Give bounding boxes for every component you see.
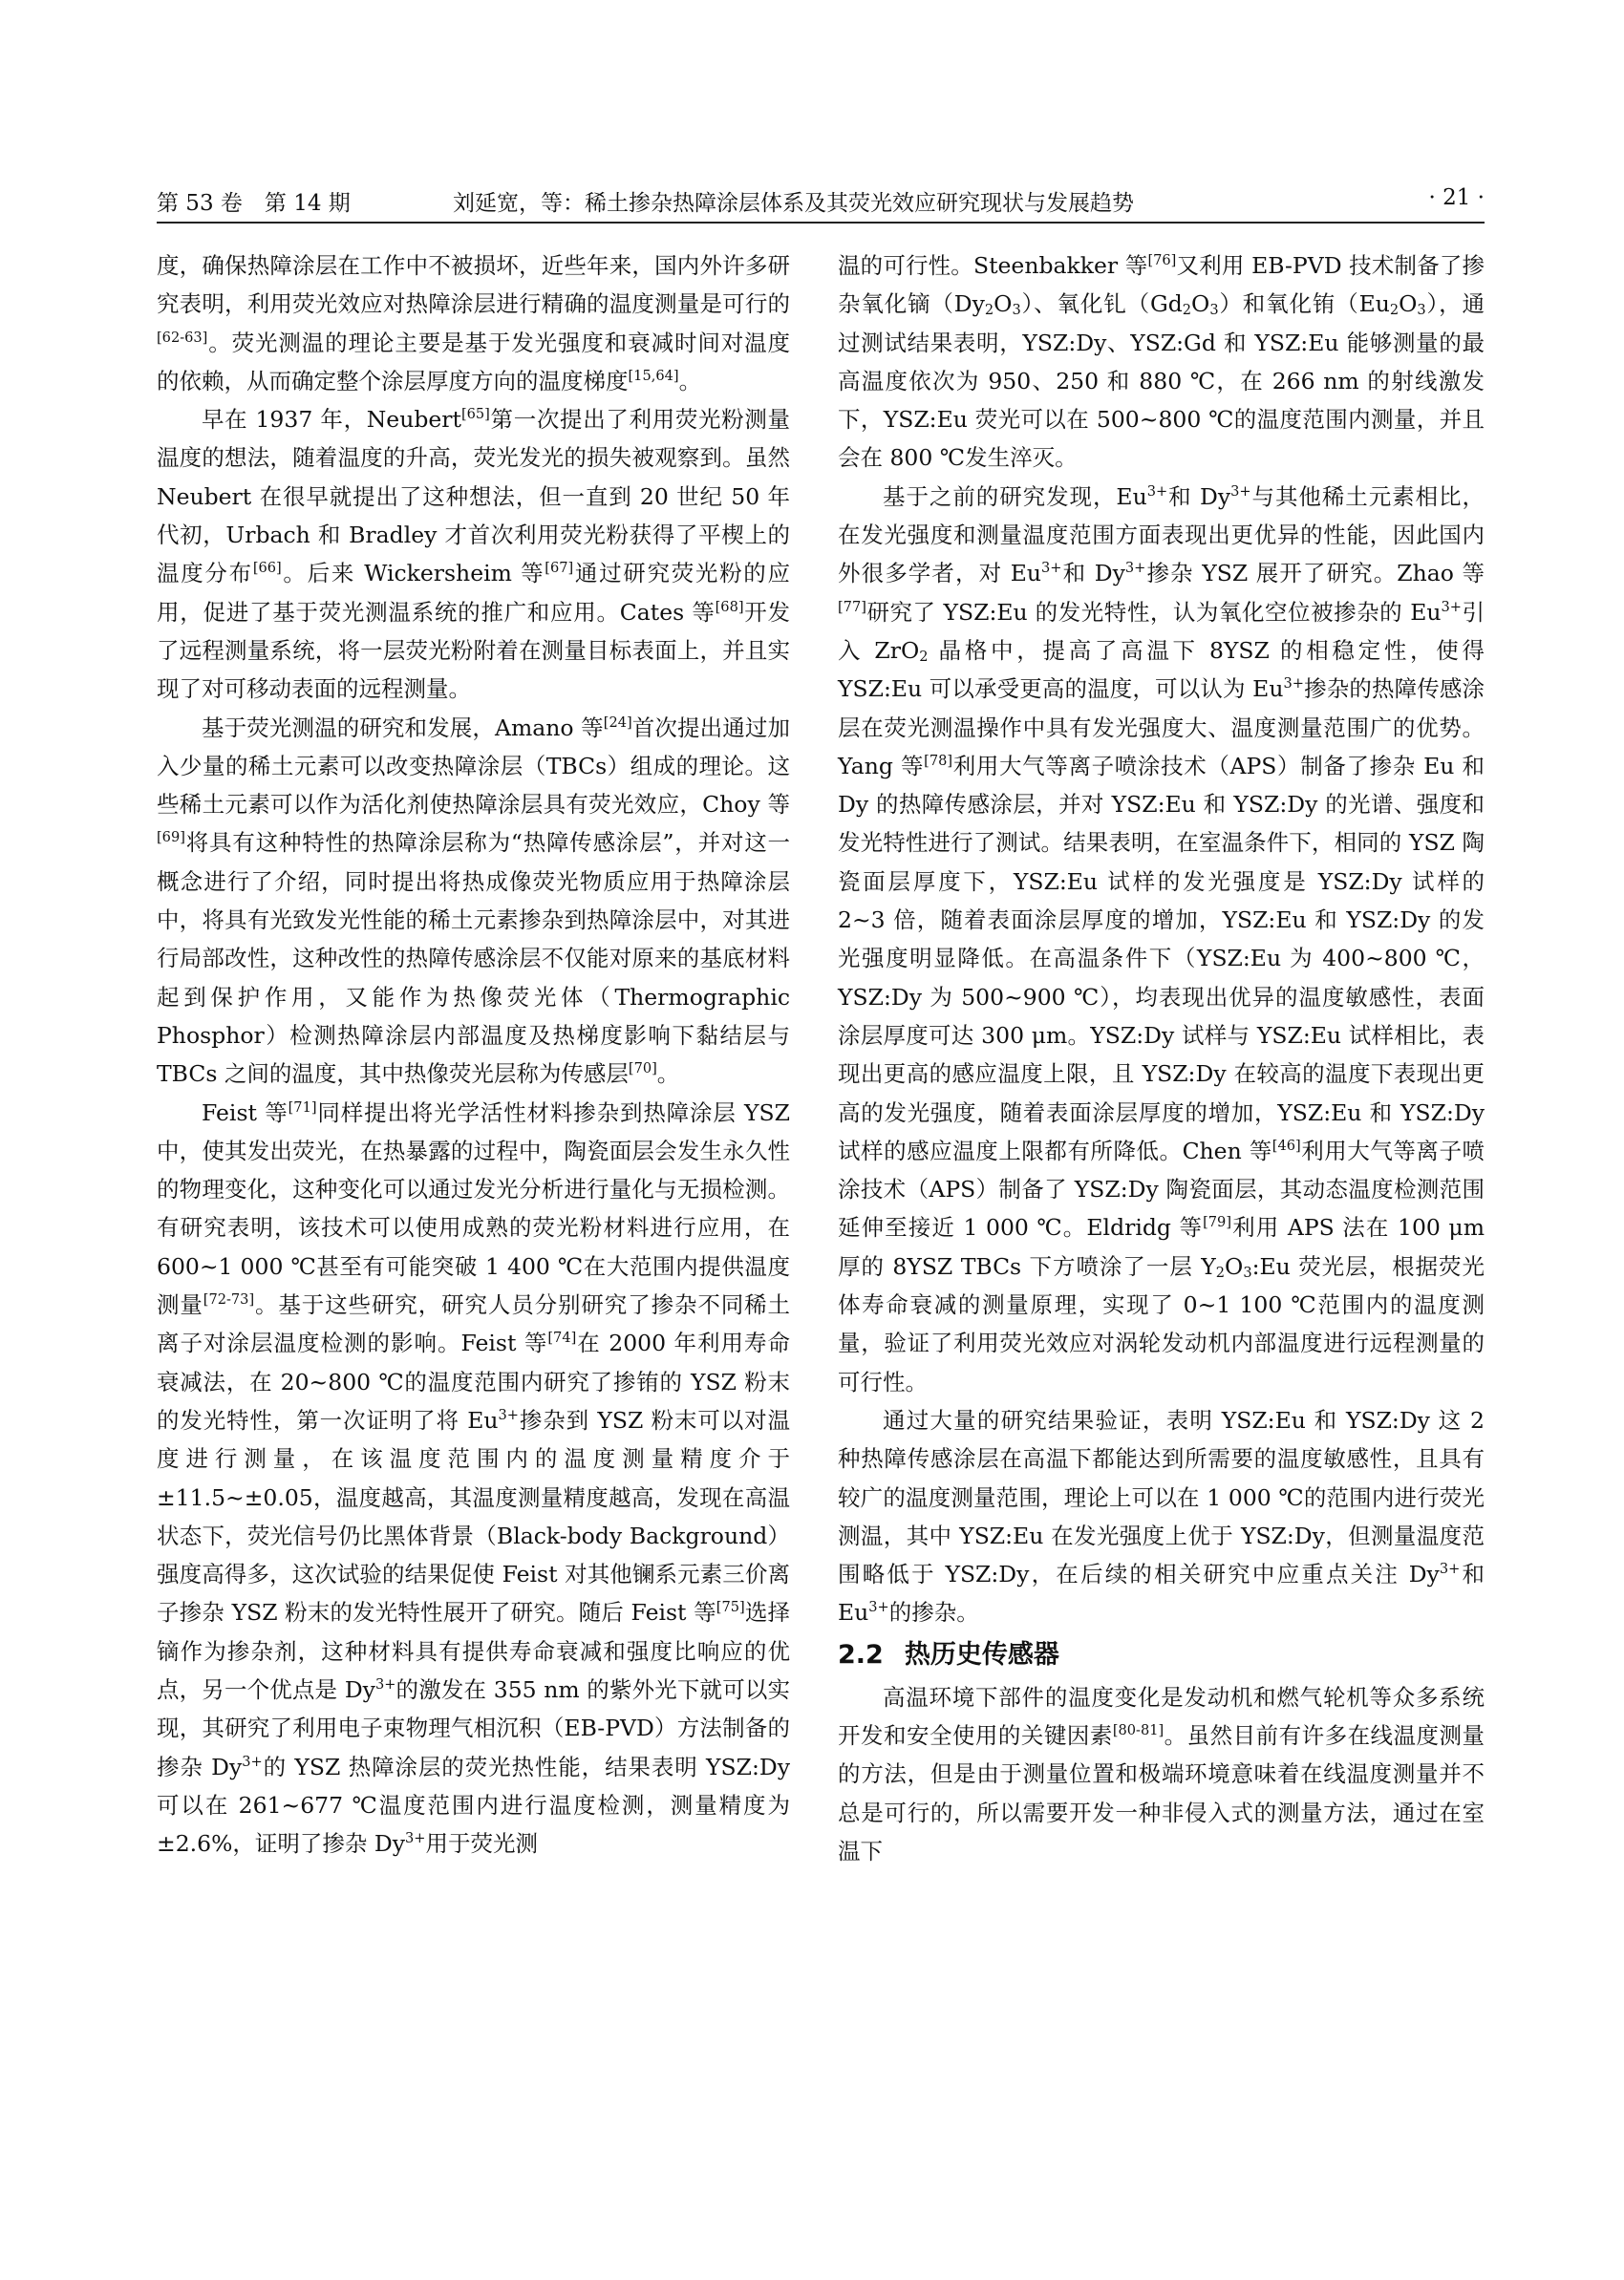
paragraph: 高温环境下部件的温度变化是发动机和燃气轮机等众多系统开发和安全使用的关键因素[80-81]。虽然目前有许多在线温度测量的方法，但是由于测量位置和极端环境意味着在线温度测量并不总是可行的，所以需要开发一种非侵入式的测量方法，通过在室温下 — [838, 1683, 1485, 1864]
paragraph: 度，确保热障涂层在工作中不被损坏，近些年来，国内外许多研究表明，利用荧光效应对热障涂层进行精确的温度测量是可行的[62-63]。荧光测温的理论主要是基于发光强度和衰减时间对温度的依赖，从而确定整个涂层厚度方向的温度梯度[15,64]。 — [157, 252, 790, 394]
running-title: 刘延宽，等：稀土掺杂热障涂层体系及其荧光效应研究现状与发展趋势 — [453, 191, 1134, 216]
running-header — [157, 178, 1485, 220]
paragraph: 温的可行性。Steenbakker 等[76]又利用 EB-PVD 技术制备了掺杂氧化镝$(Dy_2O_3)$、氧化钆$(Gd_2O_3)$和氧化铕$(Eu_2O_3)$，通过测试结果表明，YSZ:Dy、YSZ:Gd 和 YSZ:Eu 能够测量的最高温度依次为 950、250 和 880 ℃，在 266 nm 的射线激发下，YSZ:Eu 荧光可以在 500~800 ℃的温度范围内测量，并且会在 800 ℃发生淬灭。 — [838, 251, 1485, 472]
header-rule — [157, 222, 1485, 224]
page-number: · 21 · — [1428, 185, 1485, 210]
paragraph: 早在 1937 年，Neubert[65]第一次提出了利用荧光粉测量温度的想法，随着温度的升高，荧光发光的损失被观察到。虽然 Neubert 在很早就提出了这种想法，但一直到 20 世纪 50 年代初，Urbach 和 Bradley 才首次利用荧光粉获得了平楔上的温度分布[66]。后来 Wickersheim 等[67]通过研究荧光粉的应用，促进了基于荧光测温系统的推广和应用。Cates 等[68]开发了远程测量系统，将一层荧光粉附着在测量目标表面上，并且实现了对可移动表面的远程测量。 — [157, 406, 791, 703]
section-title: 热历史传感器 — [904, 1639, 1059, 1670]
paragraph: 通过大量的研究结果验证，表明 YSZ:Eu 和 YSZ:Dy 这 2 种热障传感涂层在高温下都能达到所需要的温度敏感性，且具有较广的温度测量范围，理论上可以在 1 000 ℃的范围内进行荧光测温，其中 YSZ:Eu 在发光强度上优于 YSZ:Dy，但测量温度范围略低于 YSZ:Dy，在后续的相关研究中应重点关注 $Dy^{3+}$和 $Eu^{3+}$的掺杂。 — [838, 1406, 1485, 1627]
left-column — [157, 246, 790, 1863]
section-number: 2.2 — [838, 1639, 884, 1670]
paragraph: 基于之前的研究发现，$Eu^{3+}$和 $Dy^{3+}$与其他稀土元素相比，在发光强度和测量温度范围方面表现出更优异的性能，因此国内外很多学者，对 $Eu^{3+}$和 $Dy^{3+}$掺杂 YSZ 展开了研究。Zhao 等[77]研究了 YSZ:Eu 的发光特性，认为氧化空位被掺杂的 $Eu^{3+}$引入 ZrO$_2$ 晶格中，提高了高温下 8YSZ 的相稳定性，使得 YSZ:Eu 可以承受更高的温度，可以认为 $Eu^{3+}$掺杂的热障传感涂层在荧光测温操作中具有发光强度大、温度测量范围广的优势。Yang 等[78]利用大气等离子喷涂技术（APS）制备了掺杂 Eu 和 Dy 的热障传感涂层，并对 YSZ:Eu 和 YSZ:Dy 的光谱、强度和发光特性进行了测试。结果表明，在室温条件下，相同的 YSZ 陶瓷面层厚度下，YSZ:Eu 试样的发光强度是 YSZ:Dy 试样的 2~3 倍，随着表面涂层厚度的增加，YSZ:Eu 和 YSZ:Dy 的发光强度明显降低。在高温条件下（YSZ:Eu 为 400~800 ℃，YSZ:Dy 为 500~900 ℃），均表现出优异的温度敏感性，表面涂层厚度可达 300 μm。YSZ:Dy 试样与 YSZ:Eu 试样相比，表现出更高的感应温度上限，且 YSZ:Dy 在较高的温度下表现出更高的发光强度，随着表面涂层厚度的增加，YSZ:Eu 和 YSZ:Dy 试样的感应温度上限都有所降低。Chen 等[46]利用大气等离子喷涂技术（APS）制备了 YSZ:Dy 陶瓷面层，其动态温度检测范围延伸至接近 1 000 ℃。Eldridg 等[79]利用 APS 法在 100 μm 厚的 8YSZ TBCs 下方喷涂了一层 $Y_2O_3:Eu$ 荧光层，根据荧光体寿命衰减的测量原理，实现了 0~1 100 ℃范围内的温度测量，验证了利用荧光效应对涡轮发动机内部温度进行远程测量的可行性。 — [838, 482, 1485, 1396]
paragraph: 基于荧光测温的研究和发展，Amano 等[24]首次提出通过加入少量的稀土元素可以改变热障涂层（TBCs）组成的理论。这些稀土元素可以作为活化剂使热障涂层具有荧光效应，Choy 等[69]将具有这种特性的热障涂层称为“热障传感涂层”，并对这一概念进行了介绍，同时提出将热成像荧光物质应用于热障涂层中，将具有光致发光性能的稀土元素掺杂到热障涂层中，对其进行局部改性，这种改性的热障传感涂层不仅能对原来的基底材料起到保护作用，又能作为热像荧光体（Thermographic Phosphor）检测热障涂层内部温度及热梯度影响下黏结层与 TBCs 之间的温度，其中热像荧光层称为传感层[70]。 — [157, 714, 790, 1088]
section-heading — [838, 1636, 1485, 1674]
paragraph: Feist 等[71]同样提出将光学活性材料掺杂到热障涂层 YSZ 中，使其发出荧光，在热暴露的过程中，陶瓷面层会发生永久性的物理变化，这种变化可以通过发光分析进行量化与无损检测。有研究表明，该技术可以使用成熟的荧光粉材料进行应用，在 600~1 000 ℃甚至有可能突破 1 400 ℃在大范围内提供温度测量[72-73]。基于这些研究，研究人员分别研究了掺杂不同稀土离子对涂层温度检测的影响。Feist 等[74]在 2000 年利用寿命衰减法，在 20~800 ℃的温度范围内研究了掺铕的 YSZ 粉末的发光特性，第一次证明了将 $Eu^{3+}$掺杂到 YSZ 粉末可以对温度进行测量，在该温度范围内的温度测量精度介于±11.5~±0.05，温度越高，其温度测量精度越高，发现在高温状态下，荧光信号仍比黑体背景（Black-body Background）强度高得多，这次试验的结果促使 Feist 对其他镧系元素三价离子掺杂 YSZ 粉末的发光特性展开了研究。随后 Feist 等[75]选择镝作为掺杂剂，这种材料具有提供寿命衰减和强度比响应的优点，另一个优点是 $Dy^{3+}$的激发在 355 nm 的紫外光下就可以实现，其研究了利用电子束物理气相沉积（EB-PVD）方法制备的掺杂 $Dy^{3+}$的 YSZ 热障涂层的荧光热性能，结果表明 YSZ:Dy 可以在 261~677 ℃温度范围内进行温度检测，测量精度为±2.6%，证明了掺杂 $Dy^{3+}$用于荧光测 — [157, 1098, 791, 1858]
right-column — [838, 246, 1485, 1870]
volume-issue: 第 53 卷 第 14 期 — [157, 191, 351, 216]
